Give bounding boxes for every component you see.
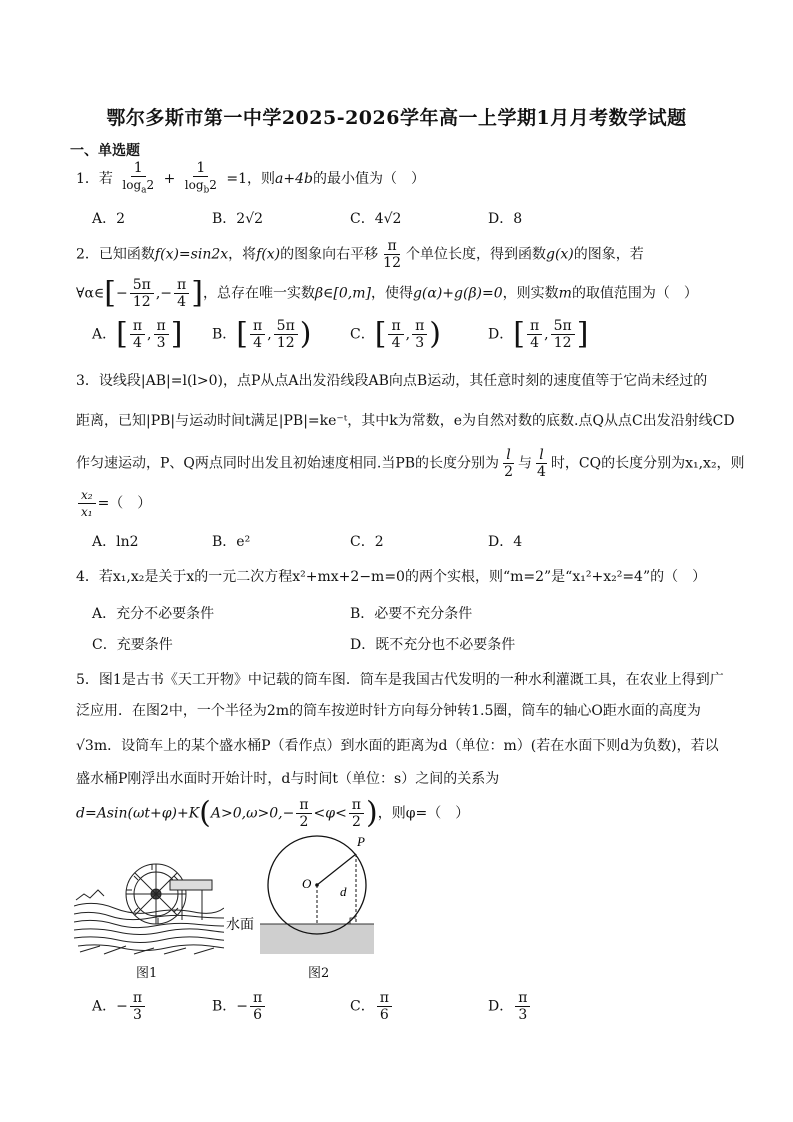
q1-expression: a+4b <box>275 171 313 188</box>
q5-option-a[interactable]: A．− $\frac{\pi}{3}$ <box>92 990 147 1023</box>
question-3-line-4: $\frac{\text{x₂}}{\text{x₁}}$ =（ ） <box>76 487 151 520</box>
q4-option-a[interactable]: A．充分不必要条件 <box>92 606 215 622</box>
question-1: 1．若 $\frac{1}{\log_a2}$ + $\frac{1}{\log_b2}$ =1，则a+4b的最小值为（ ） <box>76 160 425 198</box>
q2-option-c[interactable]: C．[ $\frac{\pi}{4}$ , $\frac{\pi}{3}$ ) <box>350 316 442 352</box>
question-5-line-3: √3m．设筒车上的某个盛水桶P（看作点）到水面的距离为d（单位：m）(若在水面下则d为负数)，若以 <box>76 738 719 754</box>
q3-option-d[interactable]: D．4 <box>488 534 523 550</box>
question-5-line-2: 泛应用．在图2中，一个半径为2m的筒车按逆时针方向每分钟转1.5圈，筒车的轴心O距水面的高度为 <box>76 703 701 719</box>
question-3-line-3: 作匀速运动，P、Q两点同时出发且初始速度相同.当PB的长度分别为 $\frac{l}{2}$ 与 $\frac{l}{4}$ 时，CQ的长度分别为x₁,x₂，则 <box>76 447 745 480</box>
q1-frac-1: $\frac{1}{\log_a2}$ <box>122 160 155 196</box>
q1-option-d[interactable]: D．8 <box>488 211 523 227</box>
q1-frac-2: $\frac{1}{\log_b2}$ <box>184 160 217 196</box>
q5-option-b[interactable]: B．− $\frac{\pi}{6}$ <box>212 990 267 1023</box>
q5-option-c[interactable]: C． $\frac{\pi}{6}$ <box>350 990 394 1023</box>
radius-line <box>317 854 356 885</box>
water-surface-label: 水面 <box>226 917 254 933</box>
question-4: 4．若x₁,x₂是关于x的一元二次方程x²+mx+2−m=0的两个实根，则“m=2”是“x₁²+x₂²=4”的（ ） <box>76 569 707 585</box>
question-5-formula: d=Asin(ωt+φ)+K(A>0,ω>0,− $\frac{\pi}{2}$ <φ< $\frac{\pi}{2}$ )，则φ=（ ） <box>76 795 470 831</box>
q5-option-d[interactable]: D． $\frac{\pi}{3}$ <box>488 990 532 1023</box>
figure-2-wheel-diagram <box>222 832 382 956</box>
q4-option-c[interactable]: C．充要条件 <box>92 637 173 653</box>
page-title: 鄂尔多斯市第一中学2025-2026学年高一上学期1月月考数学试题 <box>106 107 687 129</box>
q4-option-b[interactable]: B．必要不充分条件 <box>350 606 473 622</box>
question-5-line-4: 盛水桶P刚浮出水面时开始计时，d与时间t（单位：s）之间的关系为 <box>76 771 500 787</box>
question-3-line-1: 3．设线段|AB|=l(l>0)，点P从点A出发沿线段AB向点B运动，其任意时刻的速度值等于它尚未经过的 <box>76 373 708 389</box>
figure-1-waterwheel-illustration <box>74 860 224 956</box>
q3-option-c[interactable]: C．2 <box>350 534 384 550</box>
question-3-line-2: 距离，已知|PB|与运动时间t满足|PB|=ke⁻ᵗ，其中k为常数，e为自然对数的底数.点Q从点C出发沿射线CD <box>76 413 735 429</box>
figure-2-caption: 图2 <box>308 966 330 981</box>
question-5-line-1: 5．图1是古书《天工开物》中记载的筒车图．筒车是我国古代发明的一种水利灌溉工具，在农业上得到广 <box>76 672 724 688</box>
q3-option-a[interactable]: A．ln2 <box>92 534 139 550</box>
q4-option-d[interactable]: D．既不充分也不必要条件 <box>350 637 516 653</box>
q2-option-b[interactable]: B．[ $\frac{\pi}{4}$ , $\frac{5\pi}{12}$ ) <box>212 316 312 352</box>
q2-option-a[interactable]: A．[ $\frac{\pi}{4}$ , $\frac{\pi}{3}$ ] <box>92 316 183 352</box>
q1-option-c[interactable]: C．4√2 <box>350 211 402 227</box>
label-P: P <box>357 834 365 849</box>
q1-option-a[interactable]: A．2 <box>92 211 126 227</box>
label-O: O <box>302 876 312 891</box>
question-2-line-2: ∀α∈[− $\frac{5\pi}{12}$ ,− $\frac{\pi}{4}$ ]，总存在唯一实数β∈[0,m]，使得g(α)+g(β)=0，则实数m的取值范围为（ ） <box>76 275 698 311</box>
q1-option-b[interactable]: B．2√2 <box>212 211 264 227</box>
section-heading: 一、单选题 <box>70 143 140 159</box>
q3-option-b[interactable]: B．e² <box>212 534 251 550</box>
q1-number: 1．若 <box>76 171 113 188</box>
label-d: d <box>340 884 347 899</box>
figure-1-caption: 图1 <box>136 966 158 981</box>
water-surface-band <box>260 924 374 954</box>
question-2-line-1: 2．已知函数f(x)=sin2x，将f(x)的图象向右平移 $\frac{\pi}{12}$ 个单位长度，得到函数g(x)的图象，若 <box>76 238 644 271</box>
q2-option-d[interactable]: D．[ $\frac{\pi}{4}$ , $\frac{5\pi}{12}$ ] <box>488 316 589 352</box>
